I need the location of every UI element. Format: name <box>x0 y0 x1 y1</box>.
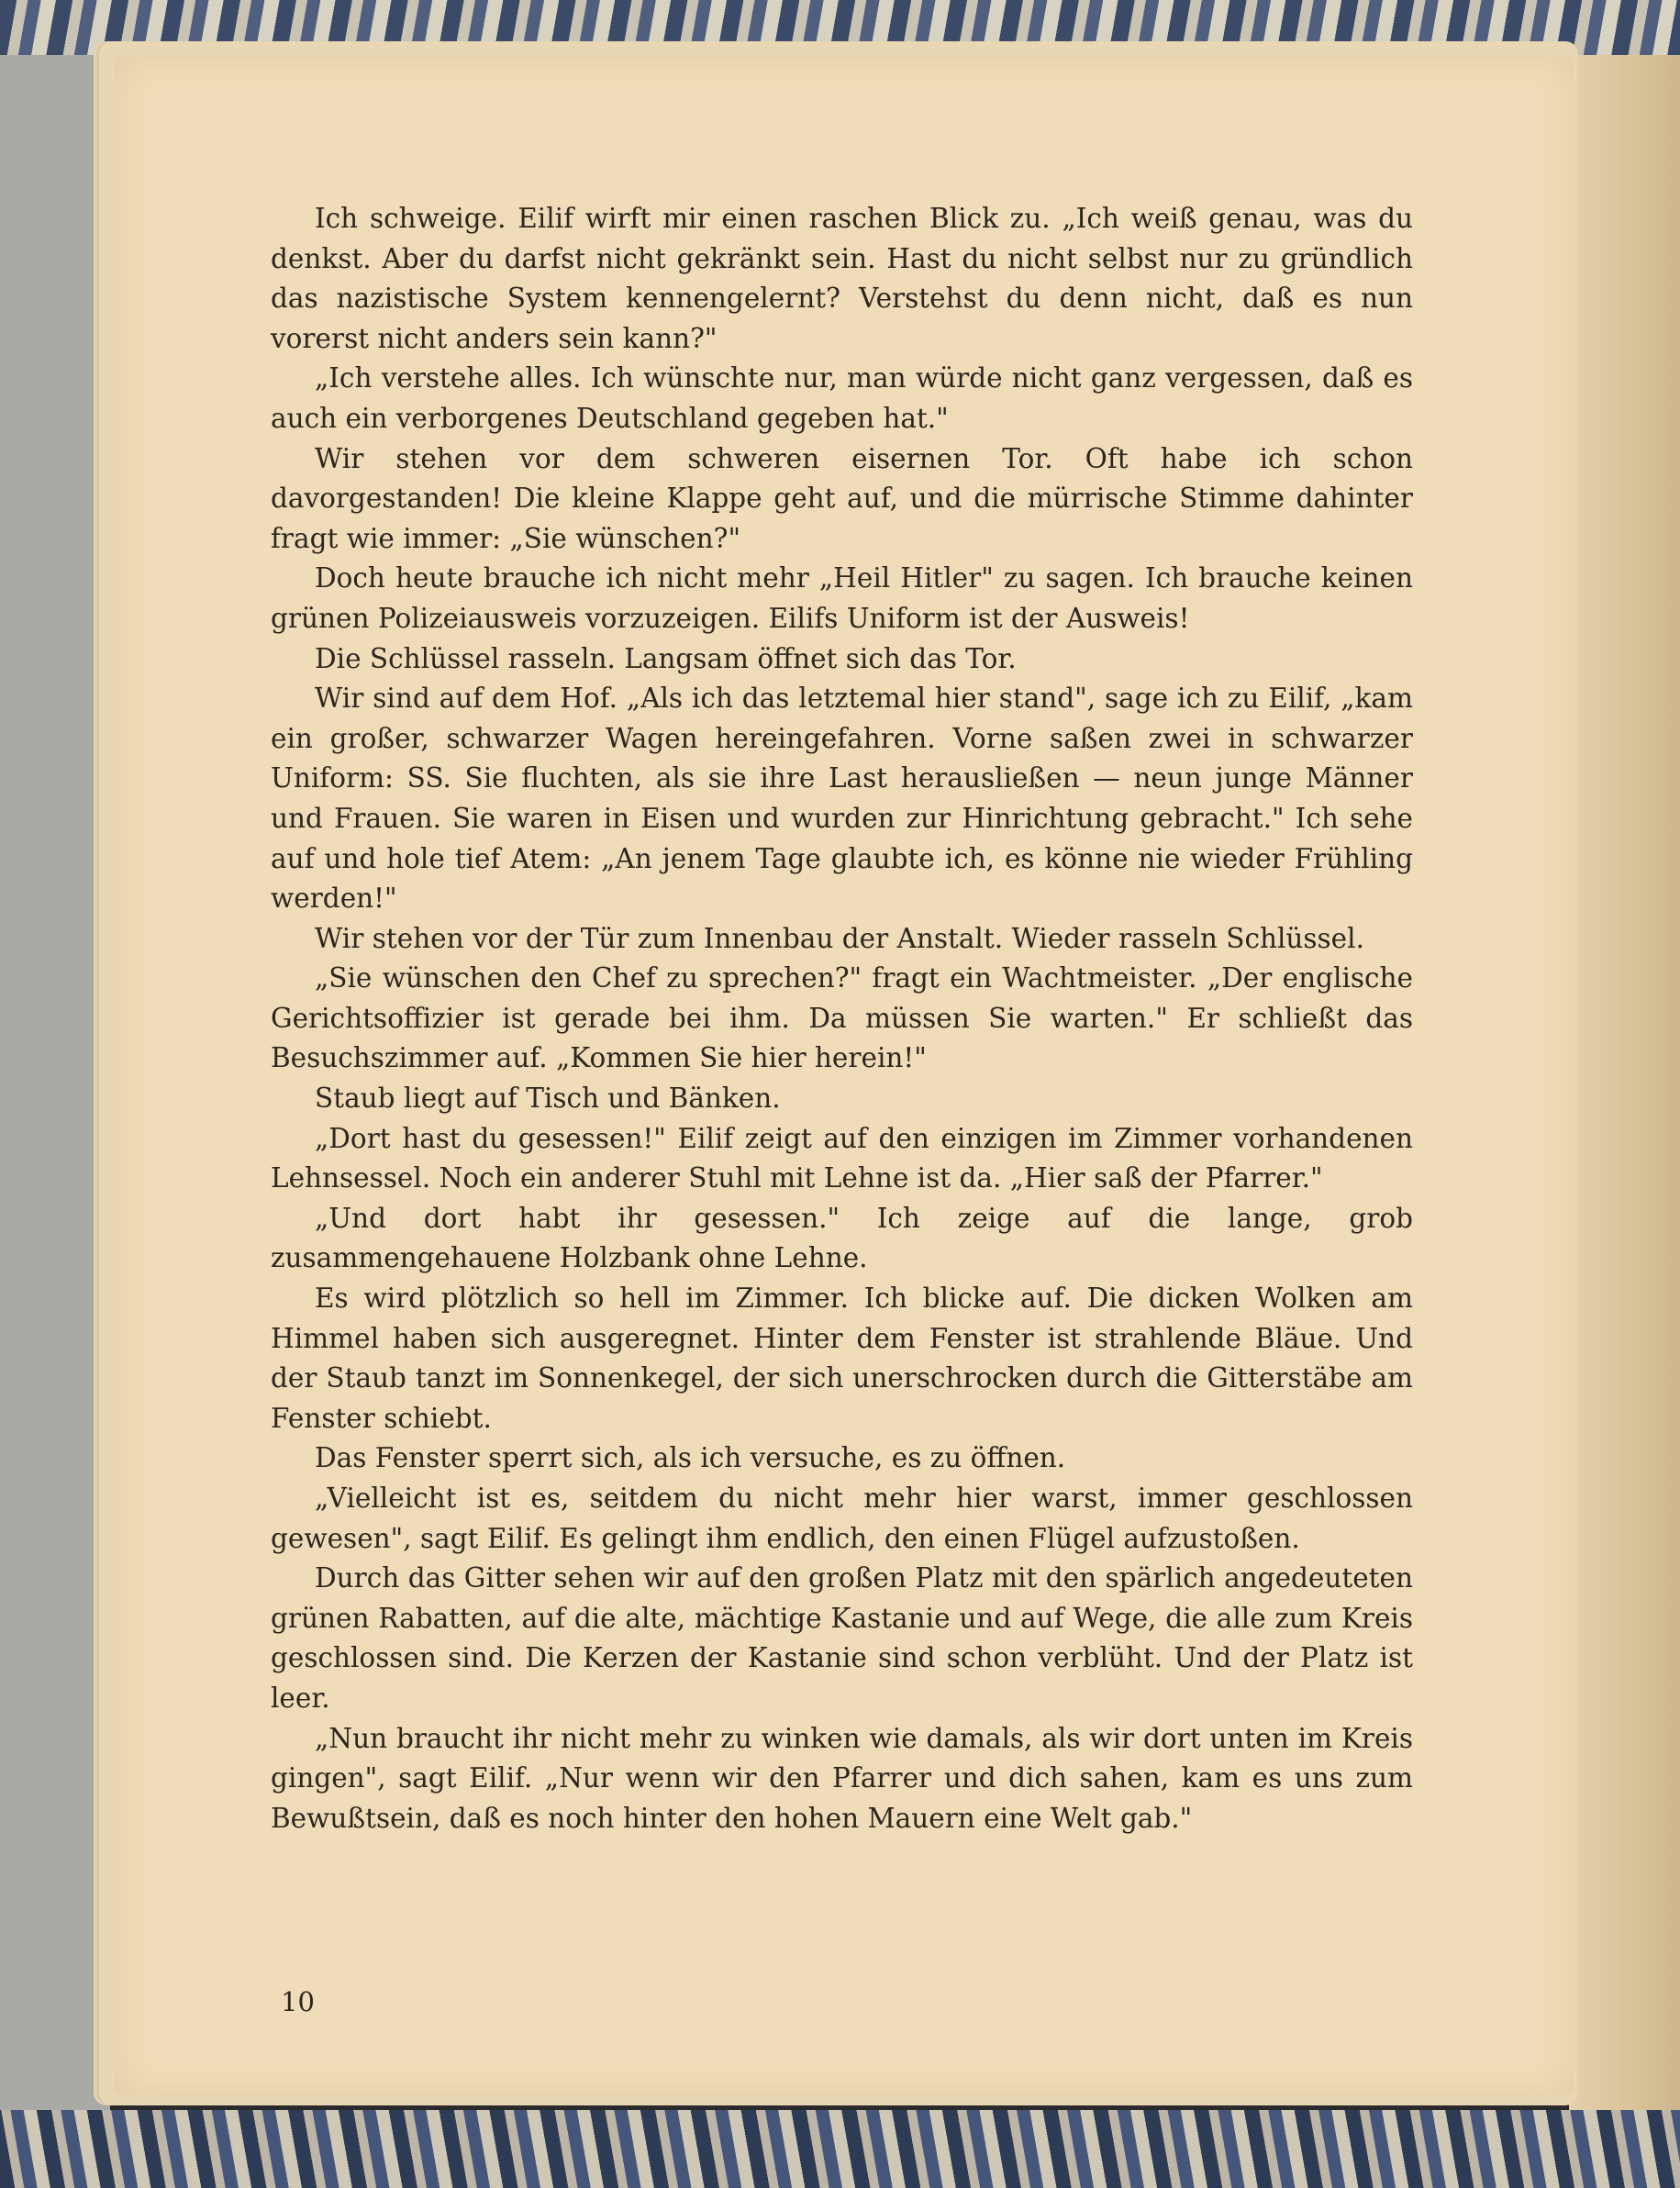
paragraph: „Dort hast du gesessen!" Eilif zeigt auf den einzigen im Zimmer vorhandenen Lehnsessel. Noch ein anderer Stuhl mit Lehne ist da. „Hier saß der Pfarrer." <box>271 1122 1413 1194</box>
paragraph: Es wird plötzlich so hell im Zimmer. Ich blicke auf. Die dicken Wolken am Himmel haben sich ausgeregnet. Hinter dem Fenster ist strahlende Bläue. Und der Staub tanzt im Sonnenkegel, der sich unerschrocken durch die Gitterstäbe am Fenster schiebt. <box>271 1283 1413 1434</box>
paragraph: Staub liegt auf Tisch und Bänken. <box>315 1083 781 1115</box>
page-number: 10 <box>281 1986 315 2017</box>
paragraph: Ich schweige. Eilif wirft mir einen raschen Blick zu. „Ich weiß genau, was du denkst. Aber du darfst nicht gekränkt sein. Hast du nicht selbst nur zu gründlich das nazistische System kennengelernt? Verstehst du denn nicht, daß es nun vorerst nicht anders sein kann?" <box>271 203 1413 354</box>
paragraph: Das Fenster sperrt sich, als ich versuche, es zu öffnen. <box>315 1442 1066 1474</box>
paragraph: „Sie wünschen den Chef zu sprechen?" fragt ein Wachtmeister. „Der englische Gerichtsoffizier ist gerade bei ihm. Da müssen Sie warten." Er schließt das Besuchszimmer auf. „Kommen Sie hier herein!" <box>271 962 1413 1074</box>
paragraph: „Und dort habt ihr gesessen." Ich zeige auf die lange, grob zusammengehauene Holzbank ohne Lehne. <box>271 1202 1413 1274</box>
paragraph: Durch das Gitter sehen wir auf den großen Platz mit den spärlich angedeuteten grünen Rabatten, auf die alte, mächtige Kastanie und auf Wege, die alle zum Kreis geschlossen sind. Die Kerzen der Kastanie sind schon verblüht. Und der Platz ist leer. <box>271 1562 1413 1714</box>
binding-bottom <box>0 2110 1680 2188</box>
paragraph: „Nun braucht ihr nicht mehr zu winken wie damals, als wir dort unten im Kreis gingen", sagt Eilif. „Nur wenn wir den Pfarrer und dich sahen, kam es uns zum Bewußtsein, daß es noch hinter den hohen Mauern eine Welt gab." <box>271 1722 1413 1834</box>
facing-page-edge <box>1569 37 1680 2128</box>
paragraph: Die Schlüssel rasseln. Langsam öffnet sich das Tor. <box>315 642 1017 674</box>
book-cover-left <box>0 46 110 2119</box>
paragraph: „Ich verstehe alles. Ich wünschte nur, man würde nicht ganz vergessen, daß es auch ein verborgenes Deutschland gegeben hat." <box>271 362 1413 434</box>
page-text <box>271 199 1413 1838</box>
paragraph: Doch heute brauche ich nicht mehr „Heil Hitler" zu sagen. Ich brauche keinen grünen Polizeiausweis vorzuzeigen. Eilifs Uniform ist der Ausweis! <box>271 562 1413 634</box>
paragraph: Wir stehen vor dem schweren eisernen Tor. Oft habe ich schon davorgestanden! Die kleine Klappe geht auf, und die mürrische Stimme dahinter fragt wie immer: „Sie wünschen?" <box>271 442 1413 554</box>
paragraph: Wir sind auf dem Hof. „Als ich das letztemal hier stand", sage ich zu Eilif, „kam ein großer, schwarzer Wagen hereingefahren. Vorne saßen zwei in schwarzer Uniform: SS. Sie fluchten, als sie ihre Last herausließen — neun junge Männer und Frauen. Sie waren in Eisen und wurden zur Hinrichtung gebracht." Ich sehe auf und hole tief Atem: „An jenem Tage glaubte ich, es könne nie wieder Frühling werden!" <box>271 683 1413 915</box>
paragraph: Wir stehen vor der Tür zum Innenbau der Anstalt. Wieder rasseln Schlüssel. <box>315 922 1364 954</box>
paragraph: „Vielleicht ist es, seitdem du nicht mehr hier warst, immer geschlossen gewesen", sagt Eilif. Es gelingt ihm endlich, den einen Flügel aufzustoßen. <box>271 1483 1413 1554</box>
